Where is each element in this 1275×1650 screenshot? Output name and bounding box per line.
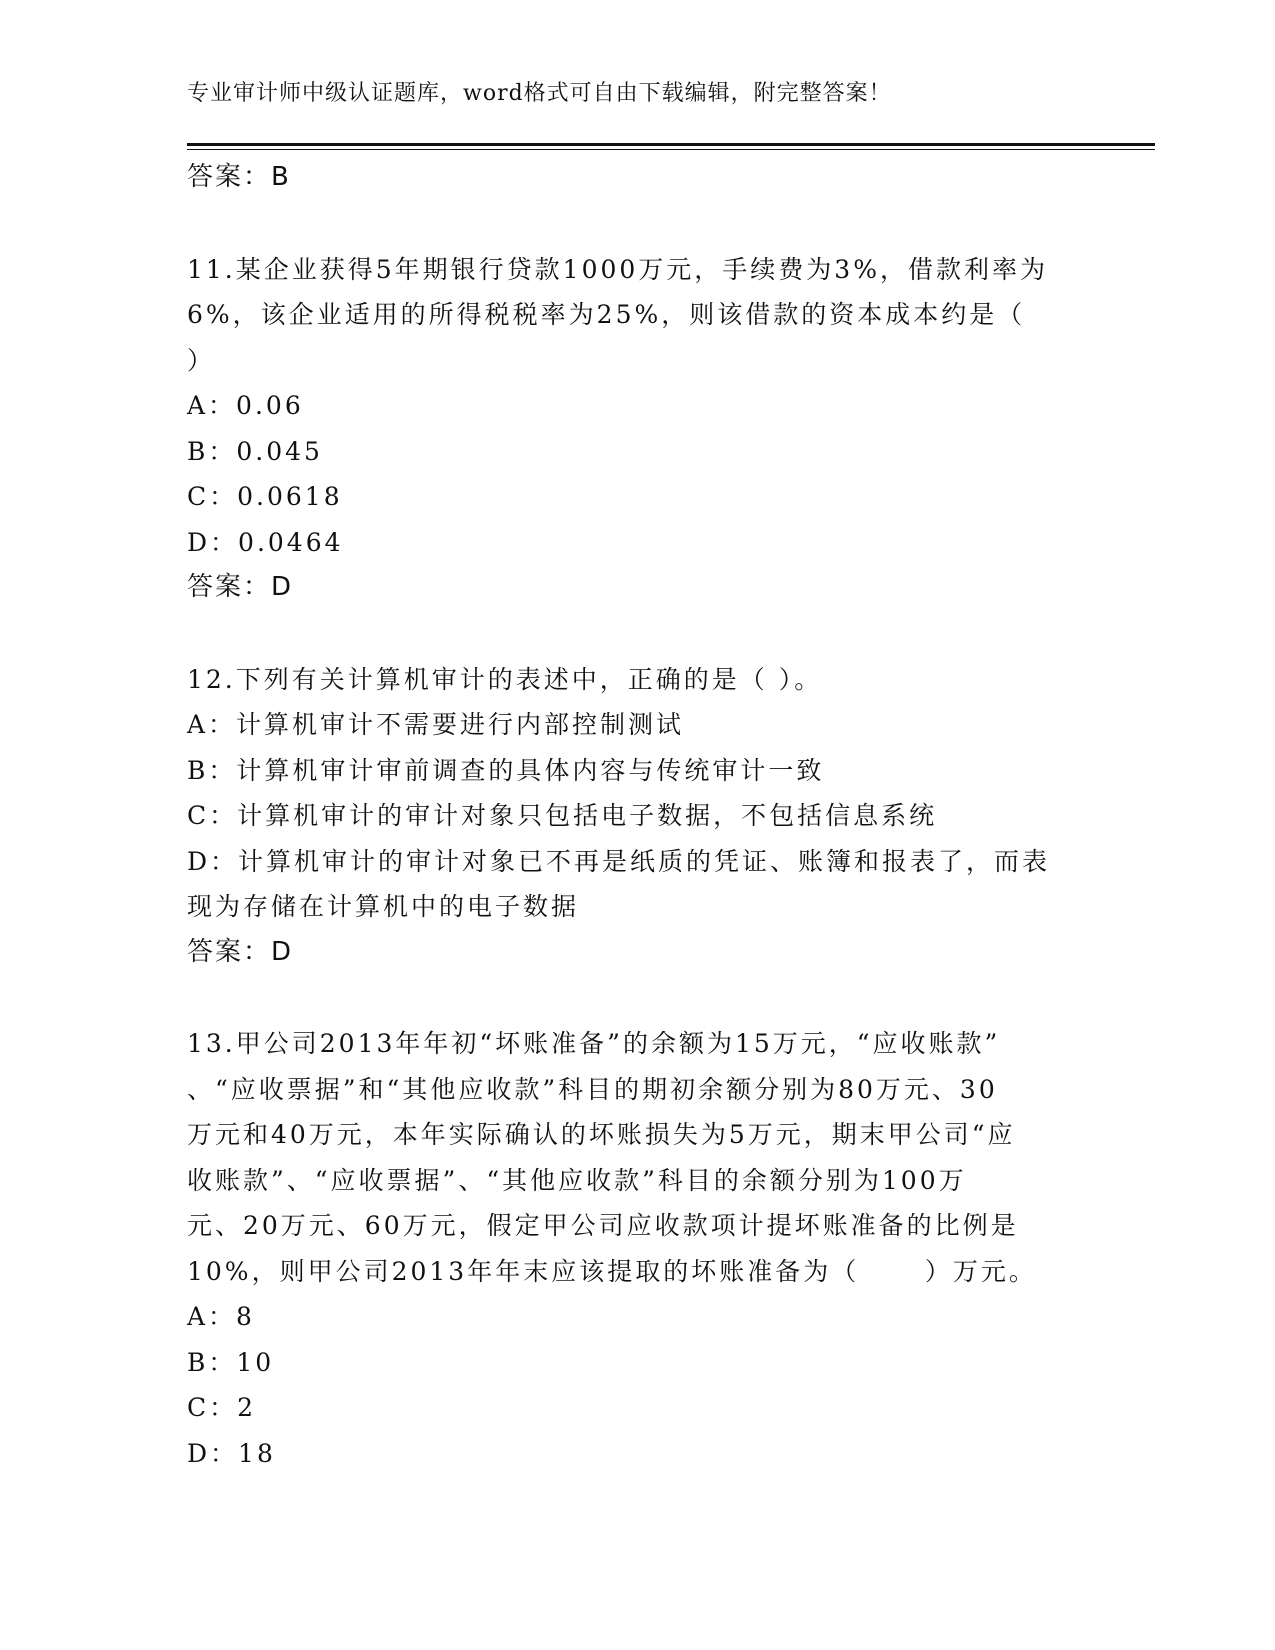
spacer — [187, 975, 1087, 1021]
question-text: 6%，该企业适用的所得税税率为25%，则该借款的资本成本约是（ — [187, 300, 1026, 329]
option-b: B：计算机审计审前调查的具体内容与传统审计一致 — [187, 755, 825, 785]
option-b: B：10 — [187, 1347, 275, 1377]
question-11 — [187, 247, 1087, 611]
option-b: B：0.045 — [187, 436, 323, 466]
question-13 — [187, 1021, 1087, 1476]
question-text: ） — [187, 345, 216, 375]
answer: 答案：D — [187, 936, 294, 967]
header-rule-thick — [187, 143, 1155, 146]
option-d-continued: 现为存储在计算机中的电子数据 — [187, 892, 580, 921]
option-c: C：2 — [187, 1393, 257, 1422]
option-a: A：0.06 — [187, 391, 304, 420]
option-c: C：0.0618 — [187, 482, 343, 511]
question-text: 11.某企业获得5年期银行贷款1000万元，手续费为3%，借款利率为 — [187, 254, 1048, 284]
option-d: D：计算机审计的审计对象已不再是纸质的凭证、账簿和报表了，而表 — [187, 846, 1051, 876]
question-text: 、“应收票据”和“其他应收款”科目的期初余额分别为80万元、30 — [187, 1074, 998, 1104]
question-text: 收账款”、“应收票据”、“其他应收款”科目的余额分别为100万 — [187, 1165, 967, 1195]
option-c: C：计算机审计的审计对象只包括电子数据，不包括信息系统 — [187, 801, 938, 830]
option-d: D：18 — [187, 1438, 276, 1468]
header-rule-thin — [187, 149, 1155, 150]
question-content — [187, 155, 1087, 1476]
question-text: 万元和40万元，本年实际确认的坏账损失为5万元，期末甲公司“应 — [187, 1120, 1016, 1149]
option-d: D：0.0464 — [187, 527, 344, 557]
question-text: 13.甲公司2013年年初“坏账准备”的余额为15万元，“应收账款” — [187, 1029, 1001, 1058]
question-text: 12.下列有关计算机审计的表述中，正确的是（ ）。 — [187, 664, 823, 694]
answer-prev: 答案：B — [187, 162, 291, 192]
question-text: 元、20万元、60万元，假定甲公司应收款项计提坏账准备的比例是 — [187, 1211, 1019, 1240]
spacer — [187, 611, 1087, 657]
page-header: 专业审计师中级认证题库，word格式可自由下载编辑，附完整答案！ — [187, 81, 892, 106]
option-a: A：8 — [187, 1302, 255, 1331]
option-a: A：计算机审计不需要进行内部控制测试 — [187, 710, 685, 739]
question-text: 10%，则甲公司2013年年末应该提取的坏账准备为（ ）万元。 — [187, 1256, 1037, 1286]
question-12 — [187, 657, 1087, 976]
spacer — [187, 201, 1087, 247]
answer: 答案：D — [187, 572, 294, 602]
